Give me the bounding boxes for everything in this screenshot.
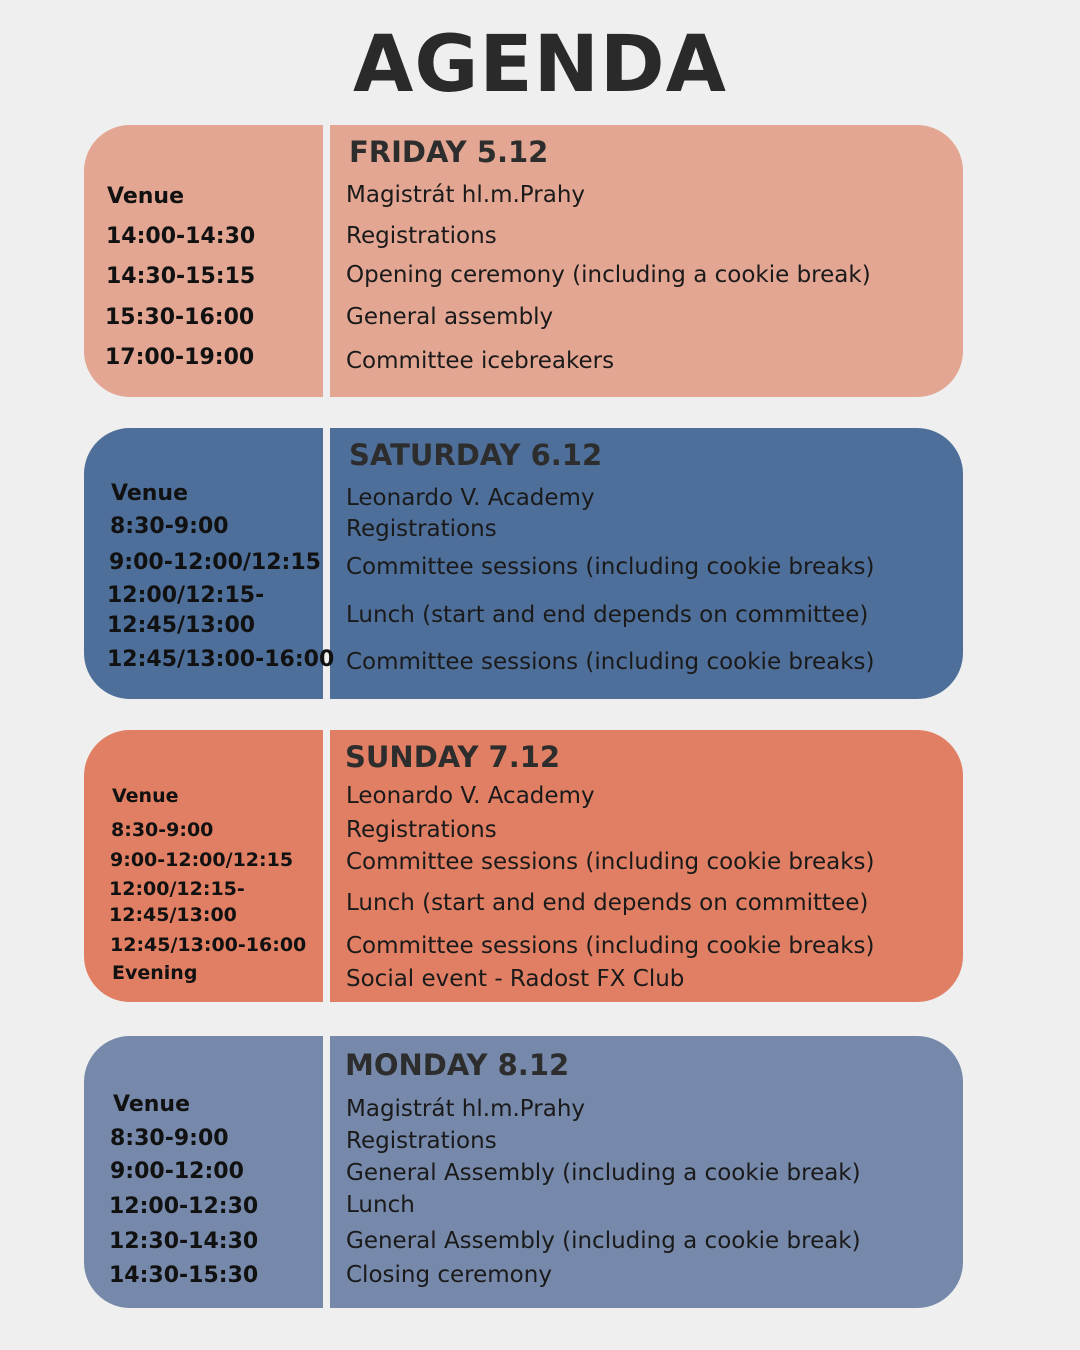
- time-label: Venue: [111, 481, 188, 506]
- activity-label: General Assembly (including a cookie break): [346, 1160, 861, 1186]
- time-label: 9:00-12:00: [110, 1159, 244, 1184]
- time-label: 12:45/13:00-16:00: [107, 647, 335, 672]
- activity-label: Committee icebreakers: [346, 348, 615, 374]
- card-divider: [323, 730, 330, 1002]
- day-card-saturday: [84, 428, 963, 699]
- activity-label: Registrations: [346, 516, 497, 542]
- time-label: 8:30-9:00: [110, 514, 229, 539]
- time-label: 8:30-9:00: [110, 1126, 229, 1151]
- day-heading: SUNDAY 7.12: [345, 740, 561, 774]
- day-heading: FRIDAY 5.12: [349, 135, 549, 169]
- time-label: 12:00/12:15-: [109, 878, 245, 900]
- time-label: 9:00-12:00/12:15: [109, 550, 321, 575]
- day-card-friday: [84, 125, 963, 397]
- time-label: Evening: [112, 962, 198, 984]
- activity-label: Lunch (start and end depends on committee): [346, 890, 869, 916]
- time-label: 8:30-9:00: [111, 819, 214, 841]
- activity-label: Lunch: [346, 1192, 415, 1218]
- day-card-monday: [84, 1036, 963, 1308]
- activity-label: Leonardo V. Academy: [346, 783, 595, 809]
- activity-label: Registrations: [346, 817, 497, 843]
- time-label: 12:00/12:15-: [107, 583, 265, 608]
- agenda-title: AGENDA: [352, 20, 728, 110]
- activity-label: Committee sessions (including cookie breaks): [346, 933, 875, 959]
- day-card-sunday: [84, 730, 963, 1002]
- activity-label: Leonardo V. Academy: [346, 485, 595, 511]
- activity-label: Social event - Radost FX Club: [346, 966, 685, 992]
- time-label: 12:45/13:00: [109, 904, 237, 926]
- activity-label: Magistrát hl.m.Prahy: [346, 182, 586, 208]
- day-heading: SATURDAY 6.12: [349, 438, 603, 472]
- activity-label: Committee sessions (including cookie breaks): [346, 849, 875, 875]
- activity-label: General assembly: [346, 304, 554, 330]
- time-label: 14:30-15:30: [109, 1263, 259, 1288]
- time-label: 14:00-14:30: [106, 224, 256, 249]
- card-divider: [323, 1036, 330, 1308]
- time-label: 15:30-16:00: [105, 305, 255, 330]
- time-label: Venue: [112, 785, 179, 807]
- time-label: Venue: [113, 1092, 190, 1117]
- activity-label: Opening ceremony (including a cookie break): [346, 262, 871, 288]
- time-label: 12:45/13:00-16:00: [110, 934, 307, 956]
- activity-label: Lunch (start and end depends on committee): [346, 602, 869, 628]
- time-label: 9:00-12:00/12:15: [110, 849, 294, 871]
- time-label: 12:00-12:30: [109, 1194, 259, 1219]
- day-heading: MONDAY 8.12: [345, 1048, 570, 1082]
- time-label: 12:45/13:00: [107, 613, 256, 638]
- time-label: Venue: [107, 184, 184, 209]
- time-label: 14:30-15:15: [106, 264, 256, 289]
- activity-label: Committee sessions (including cookie breaks): [346, 554, 875, 580]
- activity-label: Closing ceremony: [346, 1262, 552, 1288]
- time-label: 12:30-14:30: [109, 1229, 259, 1254]
- activity-label: Committee sessions (including cookie breaks): [346, 649, 875, 675]
- activity-label: General Assembly (including a cookie break): [346, 1228, 861, 1254]
- time-label: 17:00-19:00: [105, 345, 255, 370]
- activity-label: Registrations: [346, 223, 497, 249]
- activity-label: Magistrát hl.m.Prahy: [346, 1096, 586, 1122]
- card-divider: [323, 125, 330, 397]
- activity-label: Registrations: [346, 1128, 497, 1154]
